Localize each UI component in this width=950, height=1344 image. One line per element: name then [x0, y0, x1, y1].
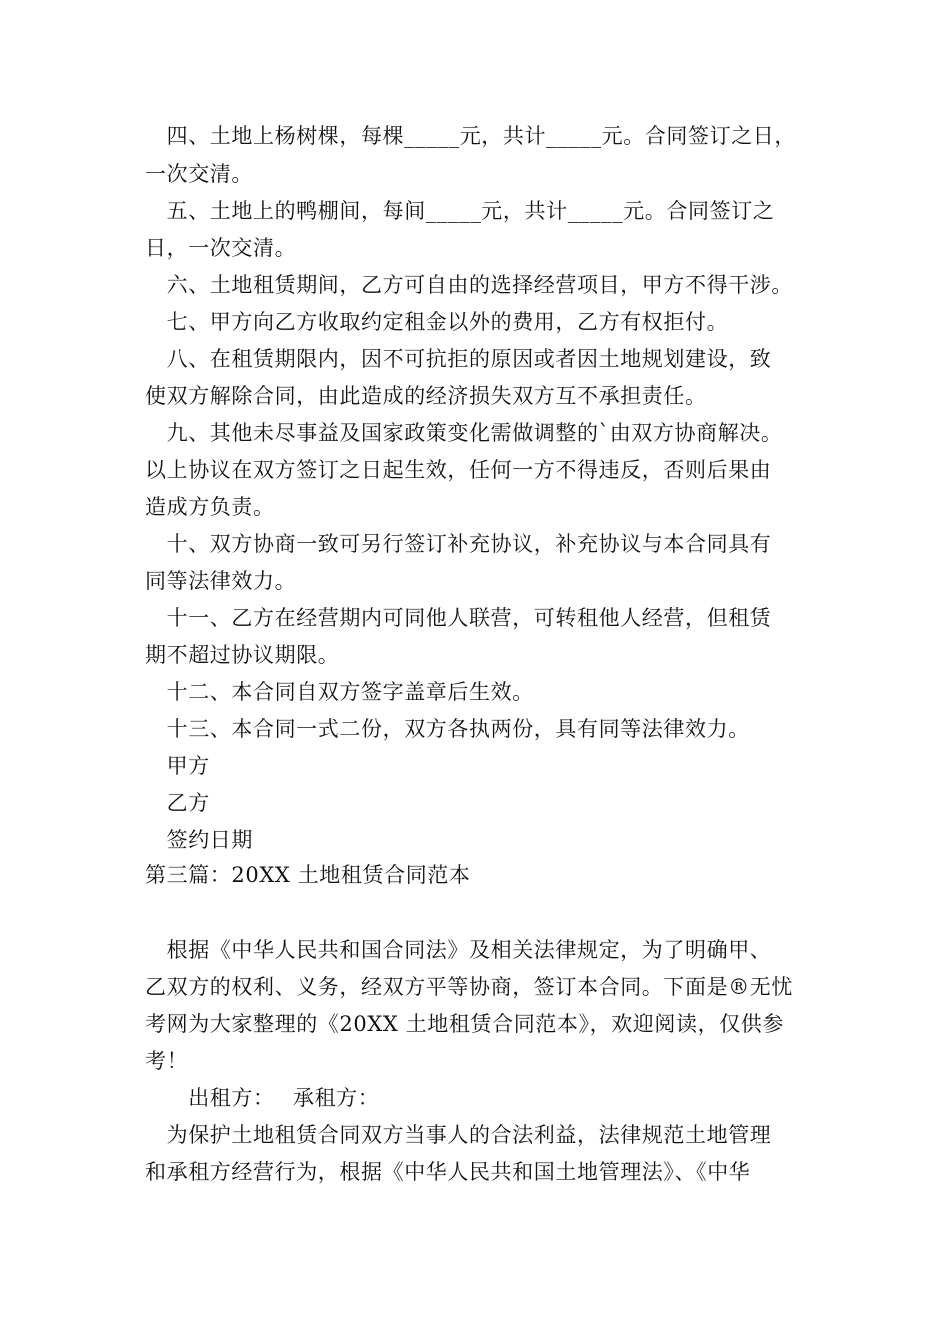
text-line: 为保护土地租赁合同双方当事人的合法利益，法律规范土地管理 — [145, 1123, 772, 1147]
section-heading: 第三篇：20XX 土地租赁合同范本 — [145, 863, 471, 887]
text-line: 五、土地上的鸭棚间，每间_____元，共计_____元。合同签订之 — [145, 199, 775, 223]
text-line: 同等法律效力。 — [145, 569, 297, 593]
text-line: 十三、本合同一式二份，双方各执两份，具有同等法律效力。 — [145, 717, 750, 741]
text-line: 一次交清。 — [145, 162, 253, 186]
text-line: 七、甲方向乙方收取约定租金以外的费用，乙方有权拒付。 — [145, 310, 729, 334]
text-line: 四、土地上杨树棵，每棵_____元，共计_____元。合同签订之日， — [145, 124, 796, 148]
text-line: 和承租方经营行为，根据《中华人民共和国土地管理法》、《中华 — [145, 1160, 751, 1184]
text-line: 日，一次交清。 — [145, 236, 297, 260]
text-line: 期不超过协议期限。 — [145, 643, 340, 667]
parties-line: 出租方： 承租方： — [145, 1086, 380, 1110]
text-line: 十一、乙方在经营期内可同他人联营，可转租他人经营，但租赁 — [145, 606, 772, 630]
text-line: 考网为大家整理的《20XX 土地租赁合同范本》，欢迎阅读，仅供参 — [145, 1012, 784, 1036]
text-line: 考！ — [145, 1049, 189, 1073]
text-line: 乙双方的权利、义务，经双方平等协商，签订本合同。下面是®无忧 — [145, 975, 793, 999]
text-line: 八、在租赁期限内，因不可抗拒的原因或者因土地规划建设，致 — [145, 347, 772, 371]
signature-party-b: 乙方 — [145, 791, 210, 815]
signature-party-a: 甲方 — [145, 754, 210, 778]
text-line: 造成方负责。 — [145, 495, 275, 519]
text-line: 十、双方协商一致可另行签订补充协议，补充协议与本合同具有 — [145, 532, 772, 556]
text-line: 根据《中华人民共和国合同法》及相关法律规定，为了明确甲、 — [145, 938, 772, 962]
text-line: 使双方解除合同，由此造成的经济损失双方互不承担责任。 — [145, 384, 707, 408]
signature-date: 签约日期 — [145, 828, 253, 852]
text-line: 十二、本合同自双方签字盖章后生效。 — [145, 680, 534, 704]
text-line: 六、土地租赁期间，乙方可自由的选择经营项目，甲方不得干涉。 — [145, 273, 793, 297]
text-line: 九、其他未尽事益及国家政策变化需做调整的`由双方协商解决。 — [145, 421, 783, 445]
text-line: 以上协议在双方签订之日起生效，任何一方不得违反，否则后果由 — [145, 458, 772, 482]
